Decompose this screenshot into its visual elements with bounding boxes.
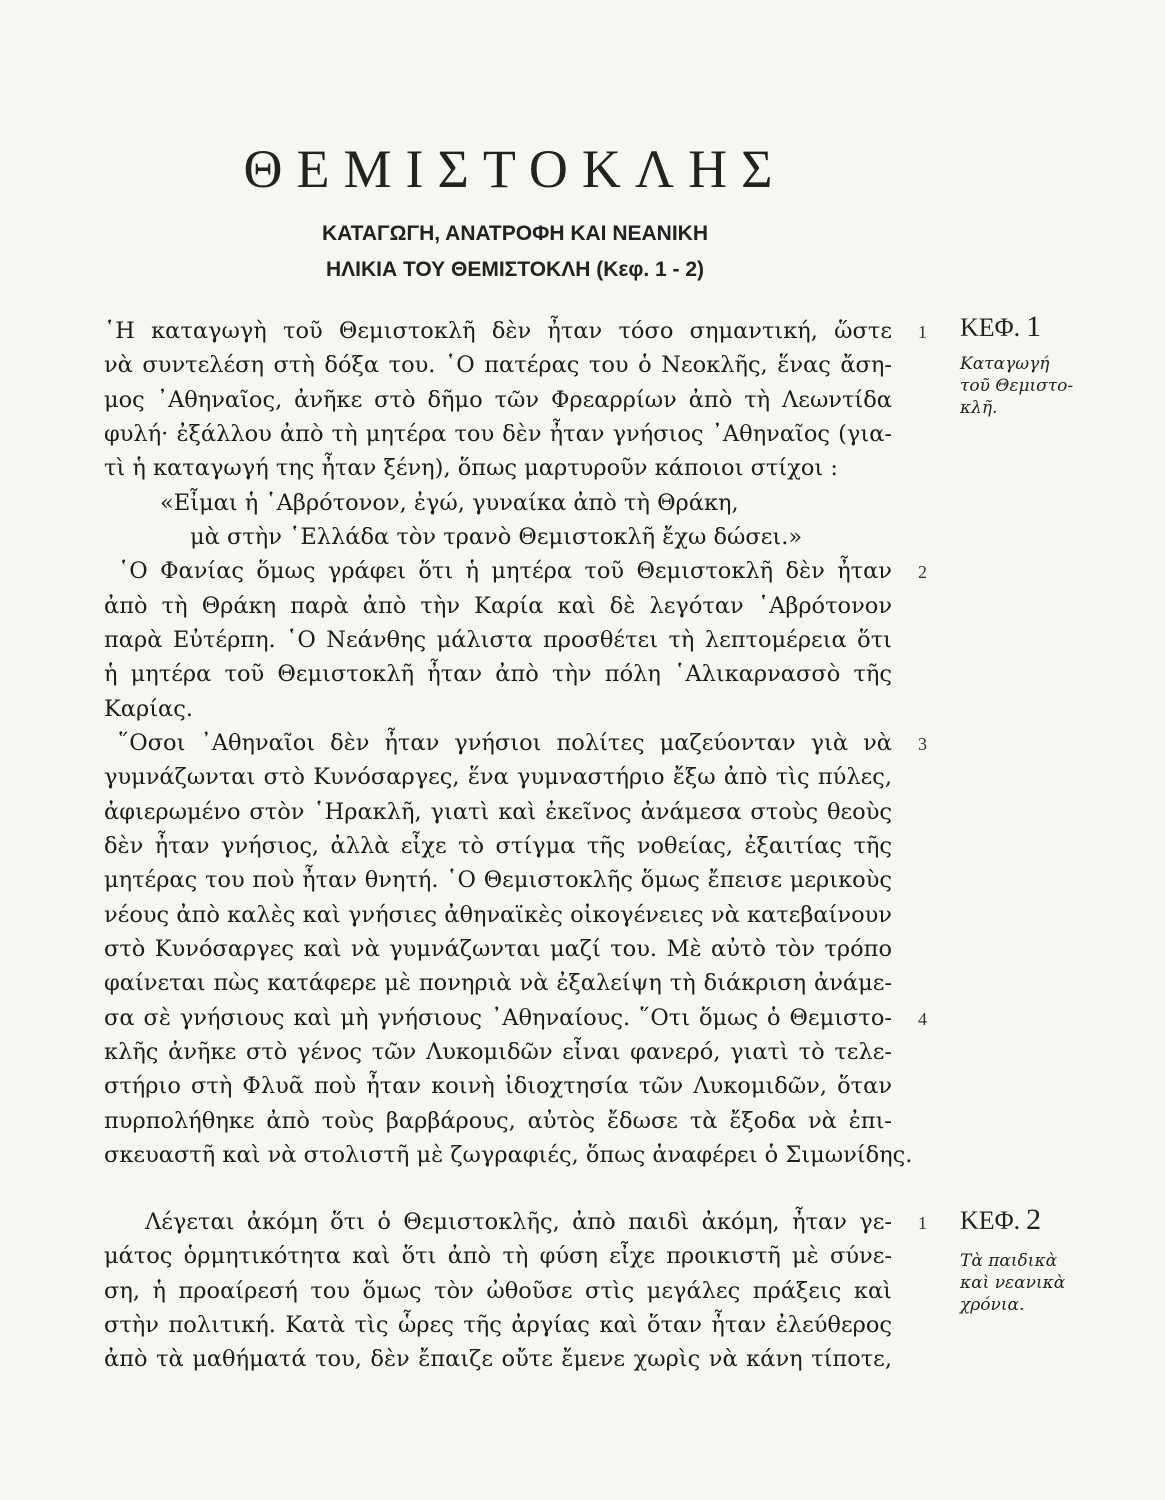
text-line: στήριο στὴ Φλυᾶ ποὺ ἦταν κοινὴ ἰδιοχτησία τῶν Λυκομιδῶν, ὅταν [104,1073,892,1099]
text-line: ἀπὸ τὰ μαθήματά του, δὲν ἔπαιζε οὔτε ἔμενε χωρὶς νὰ κάνη τίποτε, [104,1346,892,1372]
text-line: μάτος ὁρμητικότητα καὶ ὅτι ἀπὸ τὴ φύση εἶχε προικιστῆ μὲ σύνε- [104,1243,892,1269]
subtitle-line-1: ΚΑΤΑΓΩΓΗ, ΑΝΑΤΡΟΦΗ ΚΑΙ ΝΕΑΝΙΚΗ [322,222,708,245]
chapter-number: 2 [1026,1203,1042,1236]
chapter-heading-1 [960,310,1041,344]
text-line: ῾Η καταγωγὴ τοῦ Θεμιστοκλῆ δὲν ἦταν τόσο σημαντική, ὥστε [104,318,892,344]
text-line: νέους ἀπὸ καλὲς καὶ γνήσιες ἀθηναϊκὲς οἰκογένειες νὰ κατεβαίνουν [104,902,892,928]
text-line: μος ᾿Αθηναῖος, ἀνῆκε στὸ δῆμο τῶν Φρεαρρίων ἀπὸ τὴ Λεωντίδα [104,387,892,413]
paragraph-number: 2 [918,562,927,582]
text-line: σκευαστῆ καὶ νὰ στολιστῆ μὲ ζωγραφιές, ὅπως ἀναφέρει ὁ Σιμωνίδης. [104,1142,913,1168]
text-line: στὸ Κυνόσαργες καὶ νὰ γυμνάζωνται μαζί του. Μὲ αὐτὸ τὸν τρόπο [104,936,892,962]
subtitle-line-2: ΗΛΙΚΙΑ ΤΟΥ ΘΕΜΙΣΤΟΚΛΗ (Κεφ. 1 - 2) [325,258,705,281]
note-line: τοῦ Θεμιστο- [960,376,1074,396]
text-line: Λέγεται ἀκόμη ὅτι ὁ Θεμιστοκλῆς, ἀπὸ παιδὶ ἀκόμη, ἦταν γε- [145,1209,892,1235]
text-line: φαίνεται πὼς κατάφερε μὲ πονηριὰ νὰ ἐξαλείψη τὴ διάκριση ἀνάμε- [104,970,892,996]
text-line: ση, ἡ προαίρεσή του ὅμως τὸν ὠθοῦσε στὶς μεγάλες πράξεις καὶ [104,1278,892,1304]
note-line: Καταγωγή [960,354,1050,374]
note-line: καὶ νεανικὰ [960,1273,1066,1293]
chapter-number: 1 [1026,310,1042,343]
text-line: παρὰ Εὐτέρπη. ῾Ο Νεάνθης μάλιστα προσθέτει τὴ λεπτομέρεια ὅτι [104,627,892,653]
chapter-note-2 [960,1250,1065,1316]
chapter-label: ΚΕΦ. [960,1206,1021,1235]
text-line: ῞Οσοι ᾿Αθηναῖοι δὲν ἦταν γνήσιοι πολίτες μαζεύονταν γιὰ νὰ [118,730,892,756]
text-line: τὶ ἡ καταγωγή της ἦταν ξένη), ὅπως μαρτυροῦν κάποιοι στίχοι : [104,455,838,481]
text-line: κλῆς ἀνῆκε στὸ γένος τῶν Λυκομιδῶν εἶναι φανερό, γιατὶ τὸ τελε- [104,1039,892,1065]
verse-line: «Εἶμαι ἡ ῾Αβρότονον, ἐγώ, γυναίκα ἀπὸ τὴ Θράκη, [160,490,739,516]
paragraph-number: 1 [918,322,927,342]
text-line: ἀπὸ τὴ Θράκη παρὰ ἀπὸ τὴν Καρία καὶ δὲ λεγόταν ῾Αβρότονον [104,593,892,619]
verse-line: μὰ στὴν ῾Ελλάδα τὸν τρανὸ Θεμιστοκλῆ ἔχω δώσει.» [190,524,803,550]
note-line: κλῆ. [960,398,998,418]
text-line: Καρίας. [104,696,194,722]
paragraph-number: 4 [918,1009,927,1029]
note-line: Τὰ παιδικὰ [960,1251,1058,1271]
text-line: δὲν ἦταν γνήσιος, ἀλλὰ εἶχε τὸ στίγμα τῆς νοθείας, ἐξαιτίας τῆς [104,833,892,859]
chapter-note-1 [960,353,1073,419]
text-line: νὰ συντελέση στὴ δόξα του. ῾Ο πατέρας του ὁ Νεοκλῆς, ἕνας ἄση- [104,352,892,378]
text-line: ῾Ο Φανίας ὅμως γράφει ὅτι ἡ μητέρα τοῦ Θεμιστοκλῆ δὲν ἦταν [118,558,892,584]
page-title: ΘΕΜΙΣΤΟΚΛΗΣ [243,139,787,199]
text-line: φυλή· ἐξάλλου ἀπὸ τὴ μητέρα του δὲν ἦταν γνήσιος ᾿Αθηναῖος (για- [104,421,892,447]
text-line: ἀφιερωμένο στὸν ῾Ηρακλῆ, γιατὶ καὶ ἐκεῖνος ἀνάμεσα στοὺς θεοὺς [104,799,892,825]
paragraph-number: 1 [918,1213,927,1233]
paragraph-number: 3 [918,734,927,754]
text-line: μητέρας του ποὺ ἦταν θνητή. ῾Ο Θεμιστοκλῆς ὅμως ἔπεισε μερικοὺς [104,867,892,893]
text-line: στὴν πολιτική. Κατὰ τὶς ὧρες τῆς ἀργίας καὶ ὅταν ἦταν ἐλεύθερος [104,1312,892,1338]
text-line: ἡ μητέρα τοῦ Θεμιστοκλῆ ἦταν ἀπὸ τὴν πόλη ῾Αλικαρνασσὸ τῆς [104,661,892,687]
text-line: πυρπολήθηκε ἀπὸ τοὺς βαρβάρους, αὐτὸς ἔδωσε τὰ ἔξοδα νὰ ἐπι- [104,1108,892,1134]
chapter-heading-2 [960,1203,1041,1237]
text-line: γυμνάζωνται στὸ Κυνόσαργες, ἕνα γυμναστήριο ἔξω ἀπὸ τὶς πύλες, [104,764,892,790]
chapter-label: ΚΕΦ. [960,313,1021,342]
note-line: χρόνια. [960,1295,1025,1315]
text-line: σα σὲ γνήσιους καὶ μὴ γνήσιους ᾿Αθηναίους. ῞Οτι ὅμως ὁ Θεμιστο- [104,1005,892,1031]
